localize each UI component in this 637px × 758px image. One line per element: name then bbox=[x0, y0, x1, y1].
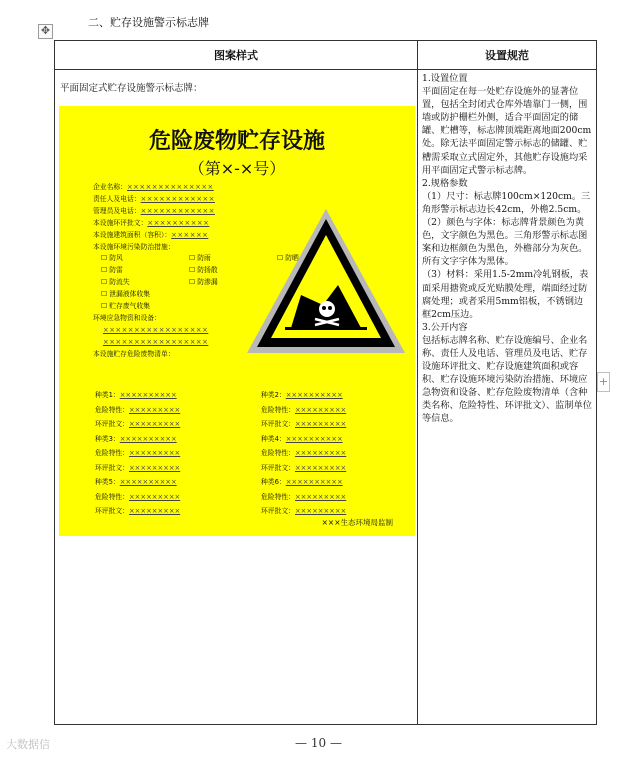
spec-paragraph: 平面固定在每一处贮存设施外的显著位置，包括全封闭式仓库外墙靠门一侧，围墙或防护栅栏外侧，适合平面固定的储罐、贮槽等，标志牌顶端距离地面200cm处。除无法平面固定警示标志的储罐、贮槽需采取立式固定外，其他贮存设施均采用平面固定式警示标志牌。 bbox=[422, 86, 592, 176]
sign-title: 危险废物贮存设施 bbox=[148, 129, 325, 154]
field-row: 本设施建筑面积（容积）：×××××× bbox=[93, 230, 209, 239]
add-column-icon[interactable]: + bbox=[597, 372, 610, 392]
hazard-triangle-icon bbox=[243, 205, 409, 365]
pollution-row: ☐ 贮存废气收集 bbox=[93, 301, 357, 313]
col-header-pattern: 图案样式 bbox=[55, 41, 418, 70]
waste-col-left: 种类1：×××××××××× 危险特性：××××××××× 环评批文：××××××××× 种类3：×××××××××× 危险特性：××××××××× 环评批文：××××××××× 种类5：×××××××××× 危险特性：××××××××× 环评批文：××××××××× bbox=[95, 391, 181, 515]
table-move-handle-icon[interactable]: ✥ bbox=[38, 24, 53, 39]
spec-text bbox=[418, 70, 596, 428]
pattern-label: 平面固定式贮存设施警示标志牌： bbox=[60, 83, 203, 94]
spec-paragraph: 包括标志牌名称、贮存设施编号、企业名称、责任人及电话、管理员及电话、贮存设施环评批文、贮存设施建筑面积或容积、贮存设施环境污染防治措施、环境应急物资和设备、贮存危险废物清单（含种类名称、危险特性、环评批文）、监制单位等信息。 bbox=[422, 334, 592, 425]
sign-spec-table bbox=[54, 40, 597, 725]
list-label: 本设施贮存危险废物清单： bbox=[93, 349, 175, 358]
pollution-row: ☐ 防风☐ 防雨☐ 防晒 bbox=[93, 253, 357, 265]
spec-paragraph: （3）材料：采用1.5-2mm冷轧钢板，表面采用搪瓷或反光贴膜处理，端面经过防腐处理；或者采用5mm铝板，不锈钢边框2cm压边。 bbox=[422, 269, 589, 320]
col-header-spec: 设置规范 bbox=[418, 41, 597, 70]
pollution-label: 本设施环境污染防治措施： bbox=[93, 242, 175, 251]
page-number: — 10 — bbox=[295, 736, 342, 750]
section-title: 二、贮存设施警示标志牌 bbox=[88, 16, 209, 29]
watermark: 大数据信 bbox=[6, 738, 50, 751]
sign-number: （第×-×号） bbox=[188, 159, 286, 178]
pollution-row: ☐ 防流失☐ 防渗漏 bbox=[93, 277, 357, 289]
emergency-line: ××××××××××××××××× bbox=[103, 325, 209, 334]
spec-paragraph: （2）颜色与字体：标志牌背景颜色为黄色，文字颜色为黑色。三角形警示标志图案和边框颜色为黑色，外檐部分为灰色。所有文字字体为黑体。 bbox=[422, 217, 588, 268]
pattern-cell bbox=[55, 70, 418, 725]
emergency-line: ××××××××××××××××× bbox=[103, 337, 209, 346]
field-row: 企业名称：×××××××××××××× bbox=[93, 183, 214, 191]
field-row: 本设施环评批文：×××××××××× bbox=[93, 218, 210, 227]
waste-col-right: 种类2：×××××××××× 危险特性：××××××××× 环评批文：××××××××× 种类4：×××××××××× 危险特性：××××××××× 环评批文：××××××××× 种类6：×××××××××× 危险特性：××××××××× 环评批文：××××××××× bbox=[261, 391, 347, 515]
field-row: 责任人及电话：×××××××××××× bbox=[93, 194, 215, 203]
spec-heading: 3.公开内容 bbox=[422, 321, 468, 333]
spec-heading: 2.规格参数 bbox=[422, 177, 468, 189]
sign-supervisor: ×××生态环境局监制 bbox=[321, 518, 393, 527]
field-row: 管理员及电话：×××××××××××× bbox=[93, 206, 215, 215]
pollution-row: ☐ 泄漏液体收集 bbox=[93, 289, 357, 301]
spec-paragraph: （1）尺寸：标志牌100cm×120cm。三角形警示标志边长42cm，外檐2.5cm。 bbox=[422, 190, 591, 215]
warning-sign bbox=[59, 106, 415, 536]
spec-cell bbox=[418, 70, 597, 725]
emergency-label: 环境应急物资和设备： bbox=[93, 313, 161, 322]
spec-heading: 1.设置位置 bbox=[422, 73, 468, 84]
pollution-row: ☐ 防雷☐ 防扬散 bbox=[93, 265, 357, 277]
